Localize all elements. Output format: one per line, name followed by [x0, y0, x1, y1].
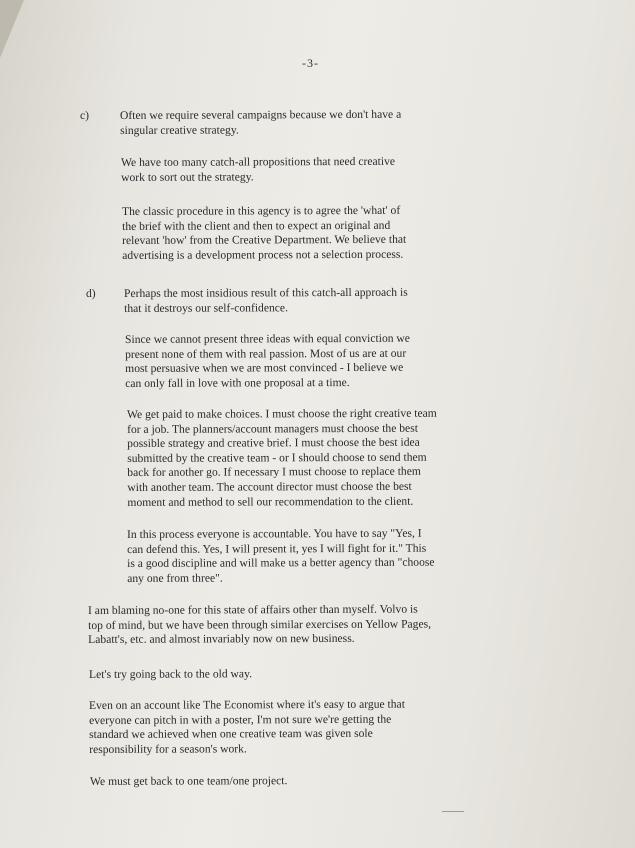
text-line: We get paid to make choices. I must choose the right creative team [127, 406, 437, 421]
closing-paragraph-1 [88, 603, 431, 648]
text-line: everyone can pitch in with a poster, I'm not sure we're getting the [89, 712, 392, 727]
text-line: We have too many catch-all propositions that need creative [121, 154, 396, 169]
text-line: submitted by the creative team - or I should choose to send them [127, 450, 427, 465]
text-line: Perhaps the most insidious result of this catch-all approach is [124, 285, 408, 300]
text-line: most persuasive when we are most convinced - I believe we [125, 360, 404, 376]
section-label-d: d) [86, 287, 96, 300]
text-line: that it destroys our self-confidence. [124, 300, 288, 315]
text-line: singular creative strategy. [120, 123, 239, 137]
text-line: Labatt's, etc. and almost invariably now on new business. [88, 632, 355, 647]
text-line: The classic procedure in this agency is to agree the 'what' of [122, 203, 401, 218]
text-line: moment and method to sell our recommendation to the client. [127, 494, 414, 509]
text-line: Often we require several campaigns because we don't have a [120, 107, 402, 122]
section-c-paragraph-2 [121, 155, 395, 185]
closing-paragraph-2 [89, 667, 252, 682]
text-line: with another team. The account director must choose the best [127, 479, 412, 494]
text-line: for a job. The planners/account managers must choose the best [127, 421, 418, 436]
section-label-c: c) [80, 109, 90, 122]
closing-paragraph-4 [90, 774, 287, 789]
text-line: possible strategy and creative brief. I must choose the best idea [127, 435, 420, 451]
bottom-mark-divider [442, 811, 464, 812]
text-line: is a good discipline and will make us a better agency than "choose [127, 555, 435, 571]
text-line: responsibility for a season's work. [89, 742, 247, 756]
text-line: present none of them with real passion. Most of us are at our [125, 346, 407, 361]
section-c-paragraph-1 [120, 108, 401, 138]
text-line: Since we cannot present three ideas with equal conviction we [125, 331, 410, 346]
text-line: advertising is a development process not a selection process. [122, 247, 404, 262]
text-line: standard we achieved when one creative team was given sole [89, 726, 373, 742]
text-line: top of mind, but we have been through similar exercises on Yellow Pages, [88, 617, 432, 632]
section-c-paragraph-3 [122, 204, 406, 264]
section-d-paragraph-3 [127, 407, 437, 511]
closing-paragraph-3 [89, 698, 405, 758]
text-line: Let's try going back to the old way. [89, 667, 253, 681]
text-line: We must get back to one team/one project. [90, 774, 288, 788]
text-line: Even on an account like The Economist where it's easy to argue that [89, 697, 405, 712]
text-line: I am blaming no-one for this state of affairs other than myself. Volvo is [88, 602, 418, 617]
text-line: can defend this. Yes, I will present it, yes I will fight for it." This [127, 541, 427, 556]
text-line: can only fall in love with one proposal at a time. [125, 375, 350, 390]
text-line: relevant 'how' from the Creative Department. We believe that [122, 232, 407, 248]
section-d-paragraph-4 [127, 527, 435, 587]
text-line: the brief with the client and then to expect an original and [122, 218, 391, 233]
text-line: back for another go. If necessary I must choose to replace them [127, 465, 421, 480]
text-line: In this process everyone is accountable. You have to say "Yes, I [127, 526, 422, 541]
section-d-paragraph-2 [125, 332, 410, 392]
text-line: any one from three". [127, 571, 223, 585]
page-number: -3- [302, 56, 319, 70]
text-line: work to sort out the strategy. [121, 170, 254, 184]
page-corner-fold [0, 0, 24, 58]
section-d-paragraph-1 [124, 286, 408, 316]
